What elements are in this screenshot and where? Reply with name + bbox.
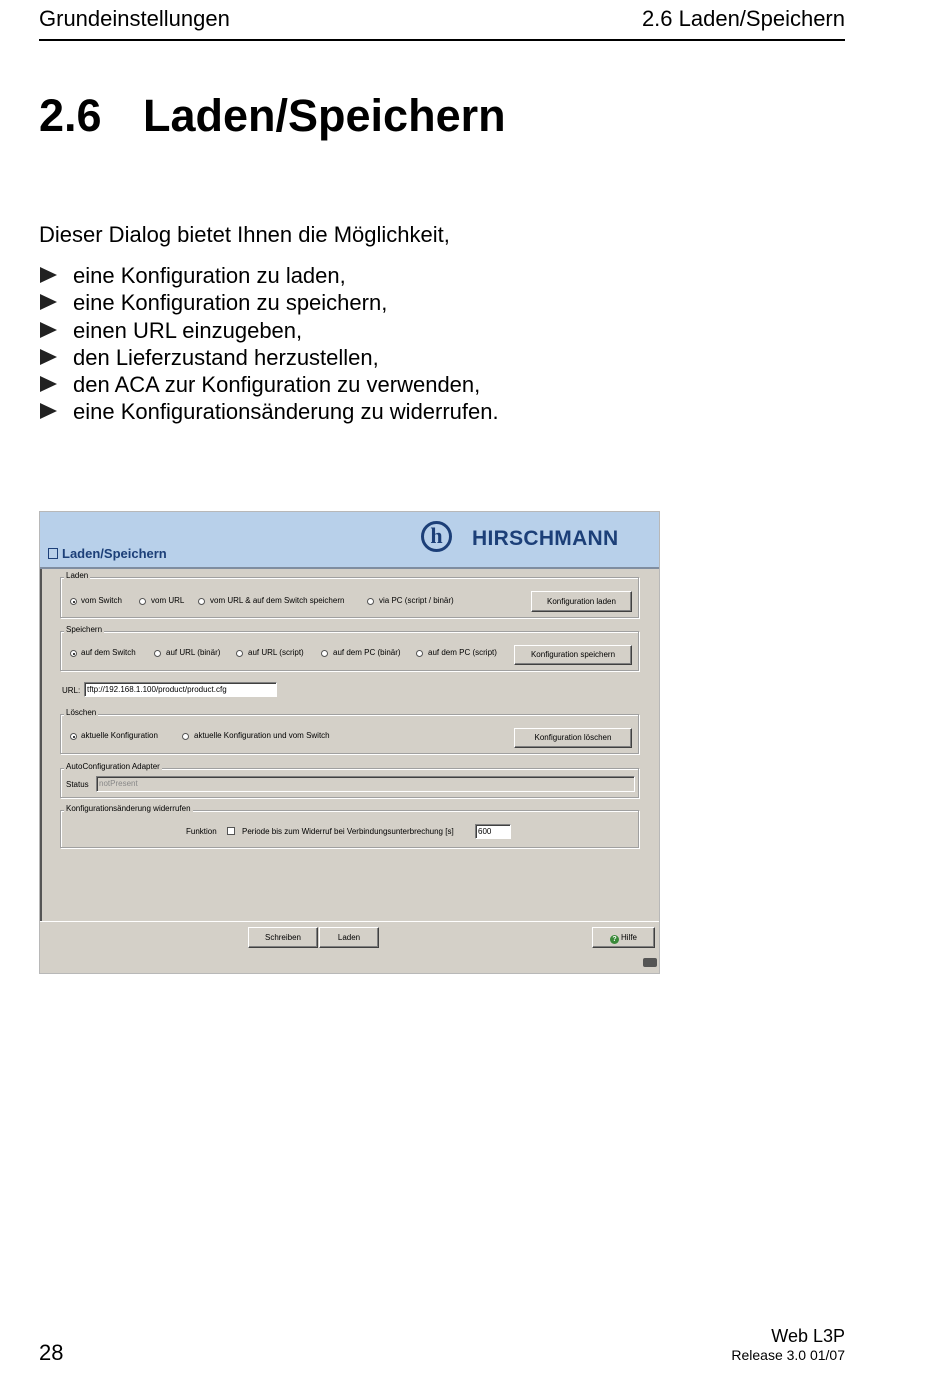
header-rule — [39, 39, 845, 41]
radio-vom-url-speichern[interactable] — [198, 598, 205, 605]
list-item: eine Konfiguration zu laden, — [39, 262, 499, 289]
aca-group — [60, 762, 639, 798]
radio-label: auf URL (binär) — [166, 648, 221, 657]
section-number: 2.6 — [39, 90, 102, 141]
footer-release: Release 3.0 01/07 — [731, 1347, 845, 1363]
running-header-section: 2.6 Laden/Speichern — [641, 6, 845, 31]
radio-auf-url-script[interactable] — [236, 650, 243, 657]
loeschen-group — [60, 708, 639, 754]
list-item: den Lieferzustand herzustellen, — [39, 344, 499, 371]
radio-label: auf dem PC (script) — [428, 648, 497, 657]
radio-label: vom URL & auf dem Switch speichern — [210, 596, 345, 605]
laden-legend: Laden — [66, 571, 89, 580]
schreiben-button[interactable]: Schreiben — [248, 927, 318, 948]
period-input[interactable]: 600 — [475, 824, 511, 839]
radio-label: auf dem Switch — [81, 648, 136, 657]
running-header-chapter: Grundeinstellungen — [39, 6, 230, 31]
radio-label: vom URL — [151, 596, 185, 605]
bullet-arrow-icon — [40, 376, 57, 392]
url-input[interactable]: tftp://192.168.1.100/product/product.cfg — [84, 682, 277, 697]
dialog-screenshot — [39, 511, 660, 974]
section-heading — [39, 90, 506, 142]
floppy-disk-icon — [48, 548, 58, 559]
footer-separator — [40, 921, 660, 922]
aca-legend: AutoConfiguration Adapter — [66, 762, 160, 771]
loeschen-legend: Löschen — [66, 708, 97, 717]
right-border — [659, 569, 660, 921]
laden-group — [60, 571, 639, 618]
radio-label: aktuelle Konfiguration und vom Switch — [194, 731, 330, 740]
radio-auf-dem-pc-script[interactable] — [416, 650, 423, 657]
list-item: den ACA zur Konfiguration zu verwenden, — [39, 371, 499, 398]
konfiguration-laden-button[interactable]: Konfiguration laden — [531, 591, 632, 612]
page-number: 28 — [39, 1340, 64, 1365]
bullet-arrow-icon — [40, 294, 57, 310]
widerruf-checkbox-label: Periode bis zum Widerruf bei Verbindungsunterbrechung [s] — [242, 827, 454, 836]
radio-label: via PC (script / binär) — [379, 596, 454, 605]
widerruf-legend: Konfigurationsänderung widerrufen — [66, 804, 191, 813]
bullet-arrow-icon — [40, 349, 57, 365]
left-border — [40, 569, 42, 921]
radio-via-pc[interactable] — [367, 598, 374, 605]
speichern-group — [60, 625, 639, 671]
section-title: Laden/Speichern — [143, 90, 506, 141]
feature-list — [39, 262, 499, 426]
radio-auf-dem-pc-binaer[interactable] — [321, 650, 328, 657]
radio-aktuelle-konfiguration[interactable] — [70, 733, 77, 740]
konfiguration-loeschen-button[interactable]: Konfiguration löschen — [514, 728, 632, 748]
bullet-arrow-icon — [40, 403, 57, 419]
dialog-title: Laden/Speichern — [48, 546, 167, 561]
status-label: Status — [66, 780, 89, 789]
radio-aktuelle-konfiguration-und-switch[interactable] — [182, 733, 189, 740]
aca-status-field: notPresent — [96, 776, 635, 792]
connection-status-icon — [643, 958, 657, 967]
radio-label: auf URL (script) — [248, 648, 304, 657]
laden-button[interactable]: Laden — [319, 927, 379, 948]
list-item: eine Konfiguration zu speichern, — [39, 289, 499, 316]
radio-vom-url[interactable] — [139, 598, 146, 605]
radio-auf-dem-switch[interactable] — [70, 650, 77, 657]
radio-auf-url-binaer[interactable] — [154, 650, 161, 657]
hirschmann-logo-icon: h — [421, 521, 452, 552]
konfiguration-speichern-button[interactable]: Konfiguration speichern — [514, 645, 632, 665]
url-label: URL: — [62, 686, 81, 695]
radio-label: auf dem PC (binär) — [333, 648, 401, 657]
bullet-arrow-icon — [40, 322, 57, 338]
list-item: einen URL einzugeben, — [39, 317, 499, 344]
bullet-arrow-icon — [40, 267, 57, 283]
radio-label: vom Switch — [81, 596, 122, 605]
help-icon: ? — [610, 935, 619, 944]
widerruf-checkbox[interactable] — [227, 827, 235, 835]
speichern-legend: Speichern — [66, 625, 103, 634]
hirschmann-logo-text: HIRSCHMANN — [472, 527, 619, 550]
hilfe-button[interactable]: ? Hilfe — [592, 927, 655, 948]
radio-label: aktuelle Konfiguration — [81, 731, 158, 740]
widerruf-group — [60, 804, 639, 848]
footer-product: Web L3P — [771, 1326, 845, 1346]
intro-paragraph: Dieser Dialog bietet Ihnen die Möglichkeit, — [39, 222, 450, 247]
funktion-label: Funktion — [186, 827, 217, 836]
radio-vom-switch[interactable] — [70, 598, 77, 605]
list-item: eine Konfigurationsänderung zu widerrufen. — [39, 398, 499, 425]
